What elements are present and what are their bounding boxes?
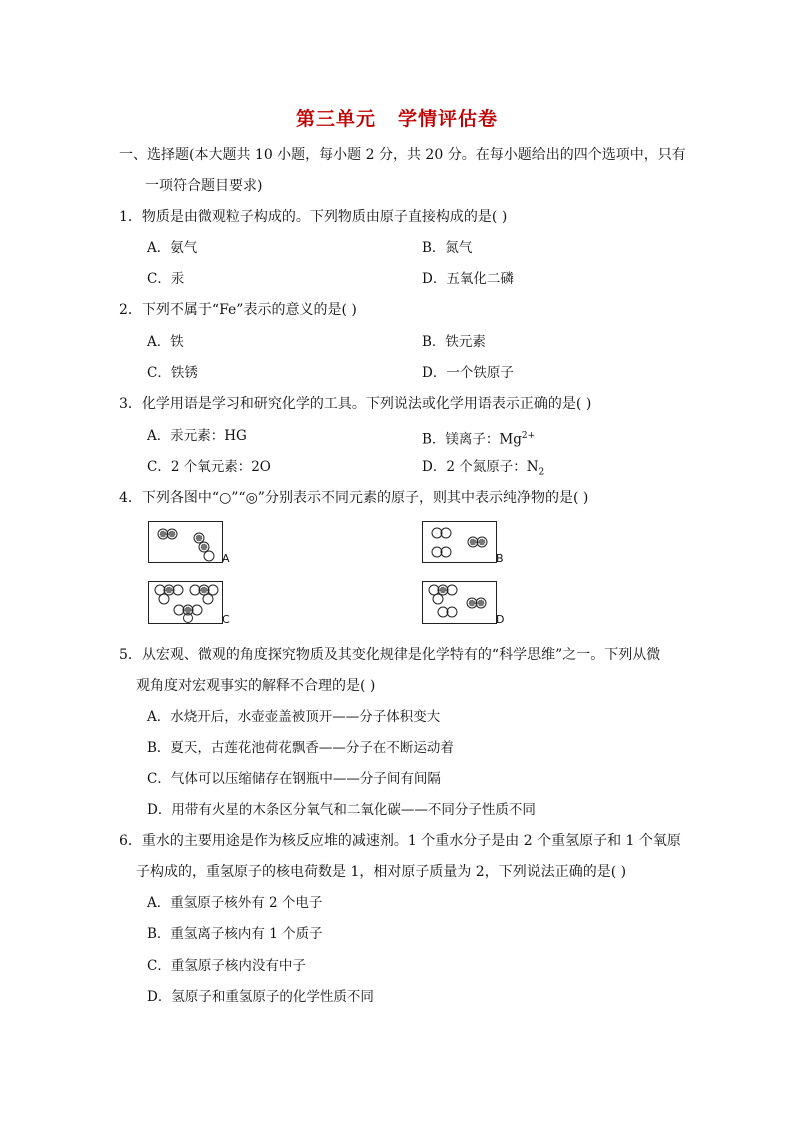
diagram-d: [422, 581, 497, 624]
diagram-d-label: D: [496, 613, 505, 626]
question-3-option-c: C．2 个氧元素：2O: [147, 459, 271, 475]
question-3-option-d-text: D．2 个氮原子：N: [422, 459, 539, 475]
question-2-option-a: A．铁: [147, 334, 184, 350]
diagram-b: [422, 521, 497, 563]
question-1-stem: 1．物质是由微观粒子构成的。下列物质由原子直接构成的是( ): [119, 209, 508, 225]
question-5-option-c: C．气体可以压缩储存在钢瓶中——分子间有间隔: [147, 771, 441, 787]
question-6-option-d: D．氢原子和重氢原子的化学性质不同: [147, 989, 374, 1005]
question-3-option-a: A．汞元素：HG: [147, 428, 247, 444]
title-name: 学情评估卷: [398, 108, 499, 130]
question-6-stem-cont: 子构成的，重氢原子的核电荷数是 1，相对原子质量为 2，下列说法正确的是( ): [136, 864, 627, 880]
question-4-stem: 4．下列各图中“○”“◎”分别表示不同元素的原子，则其中表示纯净物的是( ): [119, 490, 589, 506]
question-2-stem: 2．下列不属于“Fe”表示的意义的是( ): [119, 302, 357, 318]
diagram-d-molecules: [423, 582, 496, 623]
diagram-b-molecules: [423, 522, 496, 562]
diagram-a-molecules: [149, 522, 222, 562]
question-5-stem: 5．从宏观、微观的角度探究物质及其变化规律是化学特有的“科学思维”之一。下列从微: [119, 647, 661, 663]
question-1-option-c: C．汞: [147, 271, 185, 287]
question-5-option-b: B．夏天，古莲花池荷花飘香——分子在不断运动着: [147, 740, 454, 756]
question-5-stem-cont: 观角度对宏观事实的解释不合理的是( ): [136, 678, 376, 694]
section-heading: 一、选择题(本大题共 10 小题，每小题 2 分，共 20 分。在每小题给出的四个选项中，只有: [119, 147, 686, 163]
question-2-option-c: C．铁锈: [147, 365, 198, 381]
question-6-option-a: A．重氢原子核外有 2 个电子: [147, 895, 323, 911]
question-2-option-b: B．铁元素: [422, 334, 486, 350]
question-3-option-b: [422, 427, 535, 449]
page-title: [0, 104, 794, 131]
question-1-option-b: B．氮气: [422, 240, 473, 256]
question-3-stem: 3．化学用语是学习和研究化学的工具。下列说法或化学用语表示正确的是( ): [119, 396, 592, 412]
diagram-c-label: C: [222, 613, 230, 626]
diagram-b-label: B: [496, 552, 504, 565]
question-6-option-b: B．重氢离子核内有 1 个质子: [147, 926, 323, 942]
question-3-option-b-text: B．镁离子：Mg: [422, 431, 522, 448]
question-2-option-d: D．一个铁原子: [422, 365, 514, 381]
question-6-option-c: C．重氢原子核内没有中子: [147, 958, 306, 974]
diagram-c: [148, 581, 223, 624]
question-3-option-d: [422, 458, 544, 482]
question-5-option-d: D．用带有火星的木条区分氧气和二氧化碳——不同分子性质不同: [147, 802, 536, 818]
question-1-option-a: A．氨气: [147, 240, 198, 256]
charge-superscript: 2+: [521, 431, 536, 441]
title-unit: 第三单元: [295, 108, 376, 130]
diagram-a-label: A: [222, 552, 230, 565]
diagram-c-molecules: [149, 582, 222, 623]
formula-subscript: 2: [538, 467, 545, 478]
question-1-option-d: D．五氧化二磷: [422, 271, 514, 287]
diagram-a: [148, 521, 223, 563]
section-heading-cont: 一项符合题目要求): [145, 178, 263, 194]
question-5-option-a: A．水烧开后，水壶壶盖被顶开——分子体积变大: [147, 709, 441, 725]
question-6-stem: 6．重水的主要用途是作为核反应堆的减速剂。1 个重水分子是由 2 个重氢原子和 1 个氧原: [119, 833, 681, 849]
